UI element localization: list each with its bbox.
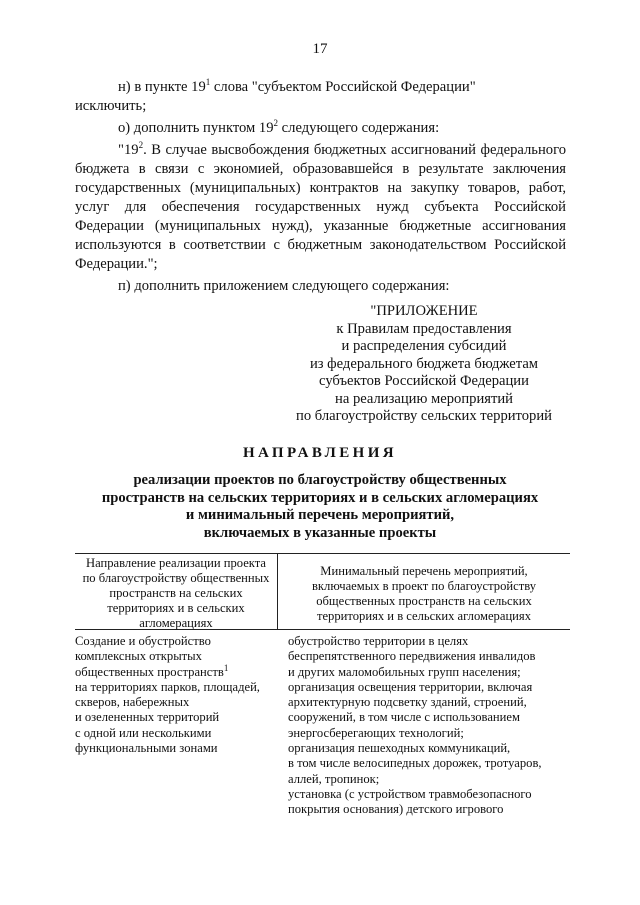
table-cell-measures: обустройство территории в целях беспрепятственного передвижения инвалидов и других маломобильных групп населения; организация освещения территории, включая архитектурную подсветку зданий, строений, сооружений, в том числе с использованием энергосберегающих технологий; организация пешеходных коммуникаций, в том числе велосипедных дорожек, тротуаров, аллей, тропинок; установка (с устройством травмобезопасного покрытия основания) детского игрового — [288, 634, 542, 817]
item-p: п) дополнить приложением следующего содержания: — [118, 278, 450, 294]
table-header — [75, 553, 570, 630]
appendix-header — [280, 303, 568, 426]
appendix-line: "ПРИЛОЖЕНИЕ — [370, 303, 478, 319]
footnote-mark: 1 — [223, 662, 229, 673]
subheading-line: включаемых в указанные проекты — [203, 524, 437, 541]
item-o: о) дополнить пунктом $19^2$ следующего содержания: — [118, 118, 440, 136]
amendment-text — [75, 78, 566, 299]
page-number: 17 — [312, 41, 328, 57]
subheading-line: реализации проектов по благоустройству общественных — [133, 472, 507, 488]
item-n-line1: н) в пункте $19^1$ слова "субъектом Российской Федерации" — [118, 77, 476, 95]
quoted-paragraph-19-2: "$19^2$. В случае высвобождения бюджетных ассигнований федерального бюджета в связи с экономией, образовавшейся в результате заключения государственных (муниципальных) контрактов на закупку товаров, работ, услуг для обеспечения государственных нужд субъекта Российской Федерации (муниципальных нужд), указанные бюджетные ассигнования используются в соответствии с бюджетным законодательством Российской Федерации."; — [75, 140, 566, 272]
appendix-line: на реализацию мероприятий — [335, 390, 513, 407]
table-row — [75, 634, 570, 818]
appendix-line: из федерального бюджета бюджетам — [309, 355, 539, 372]
table-cell-direction: Создание и обустройство комплексных открытых общественных пространств$^1$ на территориях парков, площадей, скверов, набережных и озелененных территорий с одной или несколькими функциональными зонами — [75, 634, 260, 756]
item-n-line2: исключить; — [75, 98, 147, 114]
appendix-line: по благоустройству сельских территорий — [296, 408, 552, 424]
subheading-line: и минимальный перечень мероприятий, — [185, 507, 455, 523]
subheading-line: пространств на сельских территориях и в сельских агломерациях — [101, 489, 539, 506]
document-subheading — [90, 472, 550, 542]
appendix-line: и распределения субсидий — [341, 338, 507, 354]
table-header-col1: Направление реализации проекта по благоустройству общественных пространств на сельских территориях и в сельских агломерациях — [75, 554, 278, 629]
table-header-col2: Минимальный перечень мероприятий, включаемых в проект по благоустройству общественных пространств на сельских территориях и в сельских агломерациях — [311, 564, 537, 623]
appendix-line: субъектов Российской Федерации — [319, 373, 529, 389]
appendix-line: к Правилам предоставления — [336, 320, 512, 337]
document-heading: НАПРАВЛЕНИЯ — [242, 445, 398, 461]
